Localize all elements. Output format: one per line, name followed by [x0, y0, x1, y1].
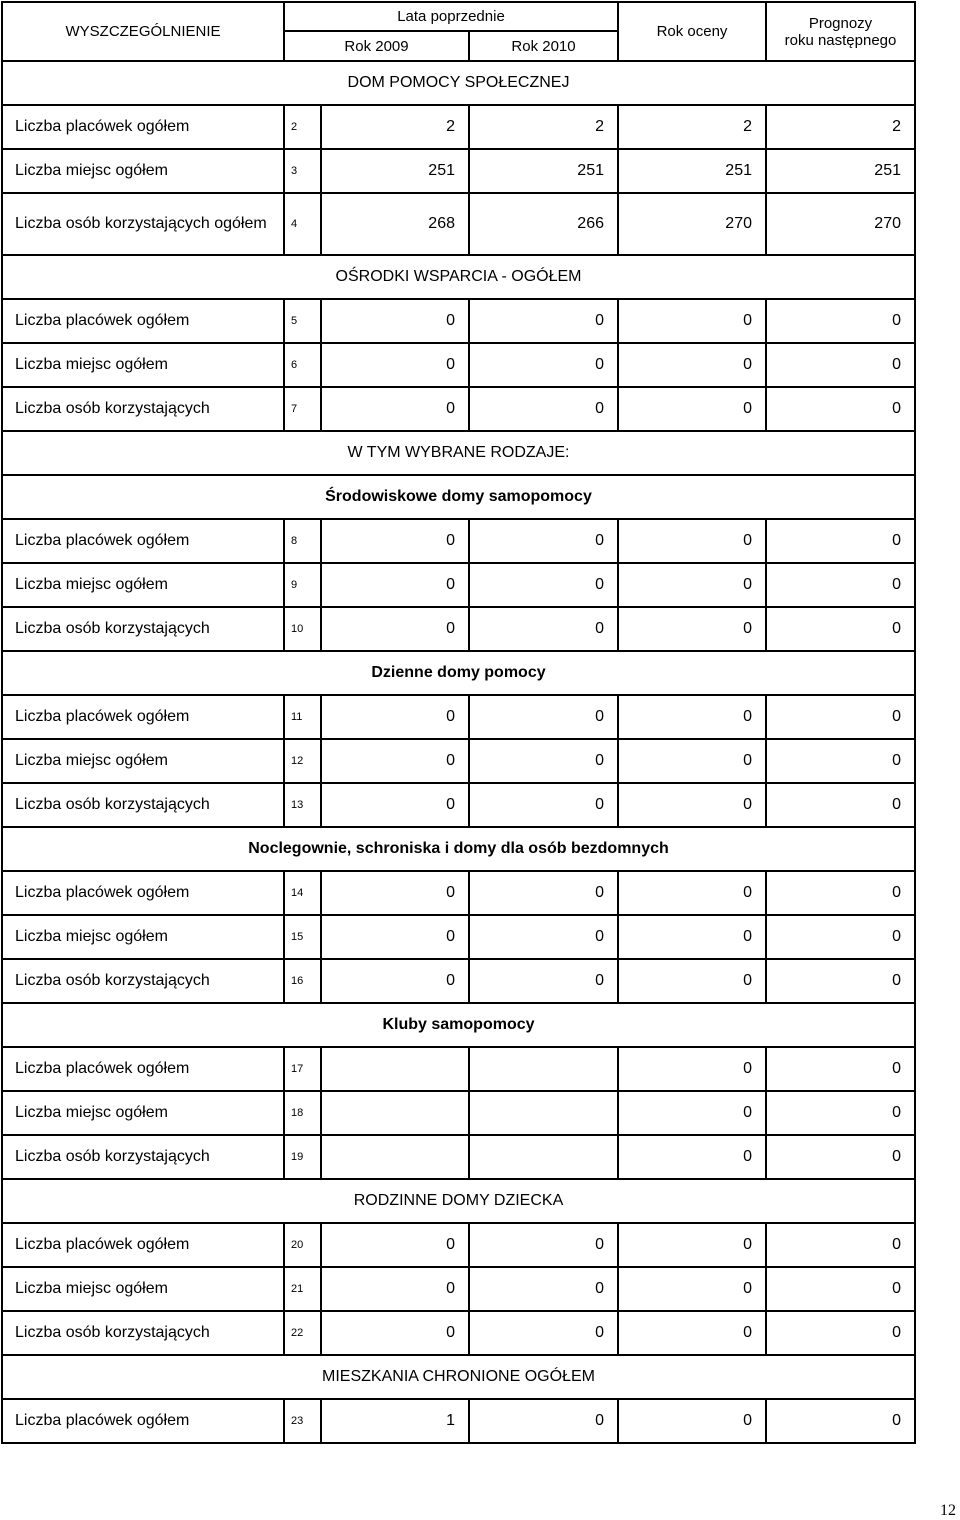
- table-row: [2, 871, 915, 915]
- table-row: [2, 387, 915, 431]
- value-2009: 0: [321, 695, 469, 739]
- section-header: [2, 1003, 915, 1047]
- value-2010: 0: [469, 1223, 618, 1267]
- table-row: [2, 149, 915, 193]
- value-2009: 0: [321, 1223, 469, 1267]
- row-label: Liczba osób korzystających ogółem: [2, 193, 284, 255]
- section-title: Kluby samopomocy: [2, 1003, 915, 1047]
- row-number: 7: [284, 387, 321, 431]
- value-2010: 0: [469, 783, 618, 827]
- row-number: 6: [284, 343, 321, 387]
- value-assessment-year: 0: [618, 299, 766, 343]
- section-header: [2, 431, 915, 475]
- table-row: [2, 607, 915, 651]
- value-forecast: 0: [766, 739, 915, 783]
- value-assessment-year: 0: [618, 915, 766, 959]
- value-forecast: 251: [766, 149, 915, 193]
- table-row: [2, 1311, 915, 1355]
- value-2010: 266: [469, 193, 618, 255]
- table-row: [2, 193, 915, 255]
- header-forecast: [766, 2, 915, 61]
- row-label: Liczba osób korzystających: [2, 387, 284, 431]
- value-assessment-year: 0: [618, 959, 766, 1003]
- section-title: Środowiskowe domy samopomocy: [2, 475, 915, 519]
- section-title: RODZINNE DOMY DZIECKA: [2, 1179, 915, 1223]
- value-forecast: 0: [766, 299, 915, 343]
- page-number: 12: [940, 1502, 956, 1519]
- table-row: [2, 1091, 915, 1135]
- row-number: 23: [284, 1399, 321, 1443]
- value-2010: 0: [469, 739, 618, 783]
- value-forecast: 0: [766, 695, 915, 739]
- section-header: [2, 255, 915, 299]
- value-assessment-year: 0: [618, 1135, 766, 1179]
- row-number: 14: [284, 871, 321, 915]
- header-forecast-line2: roku następnego: [784, 31, 897, 49]
- row-label: Liczba placówek ogółem: [2, 1399, 284, 1443]
- value-2010: 251: [469, 149, 618, 193]
- table-row: [2, 1399, 915, 1443]
- row-label: Liczba miejsc ogółem: [2, 915, 284, 959]
- value-2009: 0: [321, 871, 469, 915]
- row-number: 20: [284, 1223, 321, 1267]
- value-2010: [469, 1047, 618, 1091]
- row-number: 4: [284, 193, 321, 255]
- value-forecast: 0: [766, 343, 915, 387]
- value-2009: 0: [321, 1267, 469, 1311]
- value-forecast: 0: [766, 563, 915, 607]
- row-number: 2: [284, 105, 321, 149]
- value-forecast: 2: [766, 105, 915, 149]
- section-header: [2, 475, 915, 519]
- value-assessment-year: 2: [618, 105, 766, 149]
- value-2010: 0: [469, 871, 618, 915]
- row-label: Liczba miejsc ogółem: [2, 149, 284, 193]
- section-title: OŚRODKI WSPARCIA - OGÓŁEM: [2, 255, 915, 299]
- section-header: [2, 827, 915, 871]
- row-number: 12: [284, 739, 321, 783]
- statistics-table: [1, 1, 916, 1444]
- section-header: [2, 1355, 915, 1399]
- table-body: [2, 61, 915, 1443]
- value-forecast: 0: [766, 1399, 915, 1443]
- header-assessment-year: Rok oceny: [618, 2, 766, 61]
- value-2010: [469, 1135, 618, 1179]
- row-label: Liczba osób korzystających: [2, 959, 284, 1003]
- row-label: Liczba osób korzystających: [2, 1311, 284, 1355]
- value-2010: [469, 1091, 618, 1135]
- row-number: 21: [284, 1267, 321, 1311]
- value-assessment-year: 270: [618, 193, 766, 255]
- value-2009: 0: [321, 783, 469, 827]
- row-label: Liczba miejsc ogółem: [2, 1091, 284, 1135]
- row-number: 17: [284, 1047, 321, 1091]
- value-assessment-year: 0: [618, 387, 766, 431]
- value-forecast: 0: [766, 387, 915, 431]
- value-forecast: 0: [766, 1223, 915, 1267]
- value-2010: 0: [469, 1267, 618, 1311]
- header-previous-years: Lata poprzednie: [284, 2, 618, 31]
- section-header: [2, 61, 915, 105]
- value-assessment-year: 0: [618, 607, 766, 651]
- row-label: Liczba miejsc ogółem: [2, 563, 284, 607]
- table-row: [2, 343, 915, 387]
- value-2010: 0: [469, 1311, 618, 1355]
- value-forecast: 0: [766, 959, 915, 1003]
- value-2010: 0: [469, 563, 618, 607]
- value-2009: 0: [321, 387, 469, 431]
- value-assessment-year: 0: [618, 343, 766, 387]
- value-forecast: 270: [766, 193, 915, 255]
- header-year-2009: Rok 2009: [284, 31, 469, 61]
- row-label: Liczba miejsc ogółem: [2, 1267, 284, 1311]
- header-description: WYSZCZEGÓLNIENIE: [2, 2, 284, 61]
- section-header: [2, 1179, 915, 1223]
- value-assessment-year: 0: [618, 563, 766, 607]
- value-2009: 0: [321, 1311, 469, 1355]
- row-number: 22: [284, 1311, 321, 1355]
- table-row: [2, 105, 915, 149]
- table-row: [2, 1047, 915, 1091]
- table-row: [2, 563, 915, 607]
- value-2010: 0: [469, 387, 618, 431]
- row-label: Liczba placówek ogółem: [2, 695, 284, 739]
- value-2009: 251: [321, 149, 469, 193]
- value-assessment-year: 0: [618, 695, 766, 739]
- row-label: Liczba miejsc ogółem: [2, 739, 284, 783]
- header-year-2010: Rok 2010: [469, 31, 618, 61]
- value-2010: 0: [469, 519, 618, 563]
- value-forecast: 0: [766, 1135, 915, 1179]
- row-number: 3: [284, 149, 321, 193]
- value-forecast: 0: [766, 519, 915, 563]
- value-2010: 2: [469, 105, 618, 149]
- value-assessment-year: 0: [618, 739, 766, 783]
- value-2009: [321, 1047, 469, 1091]
- value-2009: 0: [321, 563, 469, 607]
- value-2009: 0: [321, 915, 469, 959]
- value-2009: 0: [321, 739, 469, 783]
- table-row: [2, 959, 915, 1003]
- value-2010: 0: [469, 343, 618, 387]
- value-2010: 0: [469, 299, 618, 343]
- row-label: Liczba placówek ogółem: [2, 519, 284, 563]
- value-forecast: 0: [766, 871, 915, 915]
- value-assessment-year: 0: [618, 1267, 766, 1311]
- value-assessment-year: 0: [618, 783, 766, 827]
- row-label: Liczba placówek ogółem: [2, 299, 284, 343]
- row-number: 16: [284, 959, 321, 1003]
- row-number: 9: [284, 563, 321, 607]
- value-2009: 0: [321, 607, 469, 651]
- value-2010: 0: [469, 607, 618, 651]
- row-number: 19: [284, 1135, 321, 1179]
- value-2010: 0: [469, 915, 618, 959]
- row-number: 5: [284, 299, 321, 343]
- header-forecast-line1: Prognozy: [808, 14, 873, 32]
- row-label: Liczba miejsc ogółem: [2, 343, 284, 387]
- row-label: Liczba osób korzystających: [2, 783, 284, 827]
- value-forecast: 0: [766, 783, 915, 827]
- value-2010: 0: [469, 959, 618, 1003]
- value-forecast: 0: [766, 607, 915, 651]
- value-assessment-year: 0: [618, 1047, 766, 1091]
- value-forecast: 0: [766, 1267, 915, 1311]
- section-title: MIESZKANIA CHRONIONE OGÓŁEM: [2, 1355, 915, 1399]
- table-row: [2, 1267, 915, 1311]
- row-number: 8: [284, 519, 321, 563]
- value-assessment-year: 0: [618, 1223, 766, 1267]
- value-2009: [321, 1135, 469, 1179]
- table-row: [2, 783, 915, 827]
- section-title: W TYM WYBRANE RODZAJE:: [2, 431, 915, 475]
- value-2009: 0: [321, 343, 469, 387]
- row-number: 10: [284, 607, 321, 651]
- value-assessment-year: 0: [618, 1091, 766, 1135]
- value-assessment-year: 0: [618, 1399, 766, 1443]
- table-row: [2, 299, 915, 343]
- row-number: 18: [284, 1091, 321, 1135]
- table-header: [2, 2, 915, 61]
- value-2009: 0: [321, 299, 469, 343]
- value-assessment-year: 0: [618, 1311, 766, 1355]
- value-2010: 0: [469, 695, 618, 739]
- table-row: [2, 519, 915, 563]
- row-label: Liczba placówek ogółem: [2, 871, 284, 915]
- value-2009: 1: [321, 1399, 469, 1443]
- value-forecast: 0: [766, 915, 915, 959]
- table-row: [2, 1135, 915, 1179]
- value-forecast: 0: [766, 1091, 915, 1135]
- value-assessment-year: 0: [618, 871, 766, 915]
- value-2009: 268: [321, 193, 469, 255]
- value-assessment-year: 0: [618, 519, 766, 563]
- value-assessment-year: 251: [618, 149, 766, 193]
- section-title: Dzienne domy pomocy: [2, 651, 915, 695]
- value-2009: 0: [321, 959, 469, 1003]
- row-label: Liczba placówek ogółem: [2, 105, 284, 149]
- row-number: 15: [284, 915, 321, 959]
- row-number: 11: [284, 695, 321, 739]
- value-2009: [321, 1091, 469, 1135]
- value-2009: 2: [321, 105, 469, 149]
- table-row: [2, 695, 915, 739]
- value-forecast: 0: [766, 1311, 915, 1355]
- section-title: DOM POMOCY SPOŁECZNEJ: [2, 61, 915, 105]
- row-number: 13: [284, 783, 321, 827]
- table-row: [2, 739, 915, 783]
- value-2009: 0: [321, 519, 469, 563]
- section-header: [2, 651, 915, 695]
- row-label: Liczba placówek ogółem: [2, 1047, 284, 1091]
- section-title: Noclegownie, schroniska i domy dla osób bezdomnych: [2, 827, 915, 871]
- value-forecast: 0: [766, 1047, 915, 1091]
- row-label: Liczba placówek ogółem: [2, 1223, 284, 1267]
- table-row: [2, 1223, 915, 1267]
- row-label: Liczba osób korzystających: [2, 607, 284, 651]
- row-label: Liczba osób korzystających: [2, 1135, 284, 1179]
- table-row: [2, 915, 915, 959]
- value-2010: 0: [469, 1399, 618, 1443]
